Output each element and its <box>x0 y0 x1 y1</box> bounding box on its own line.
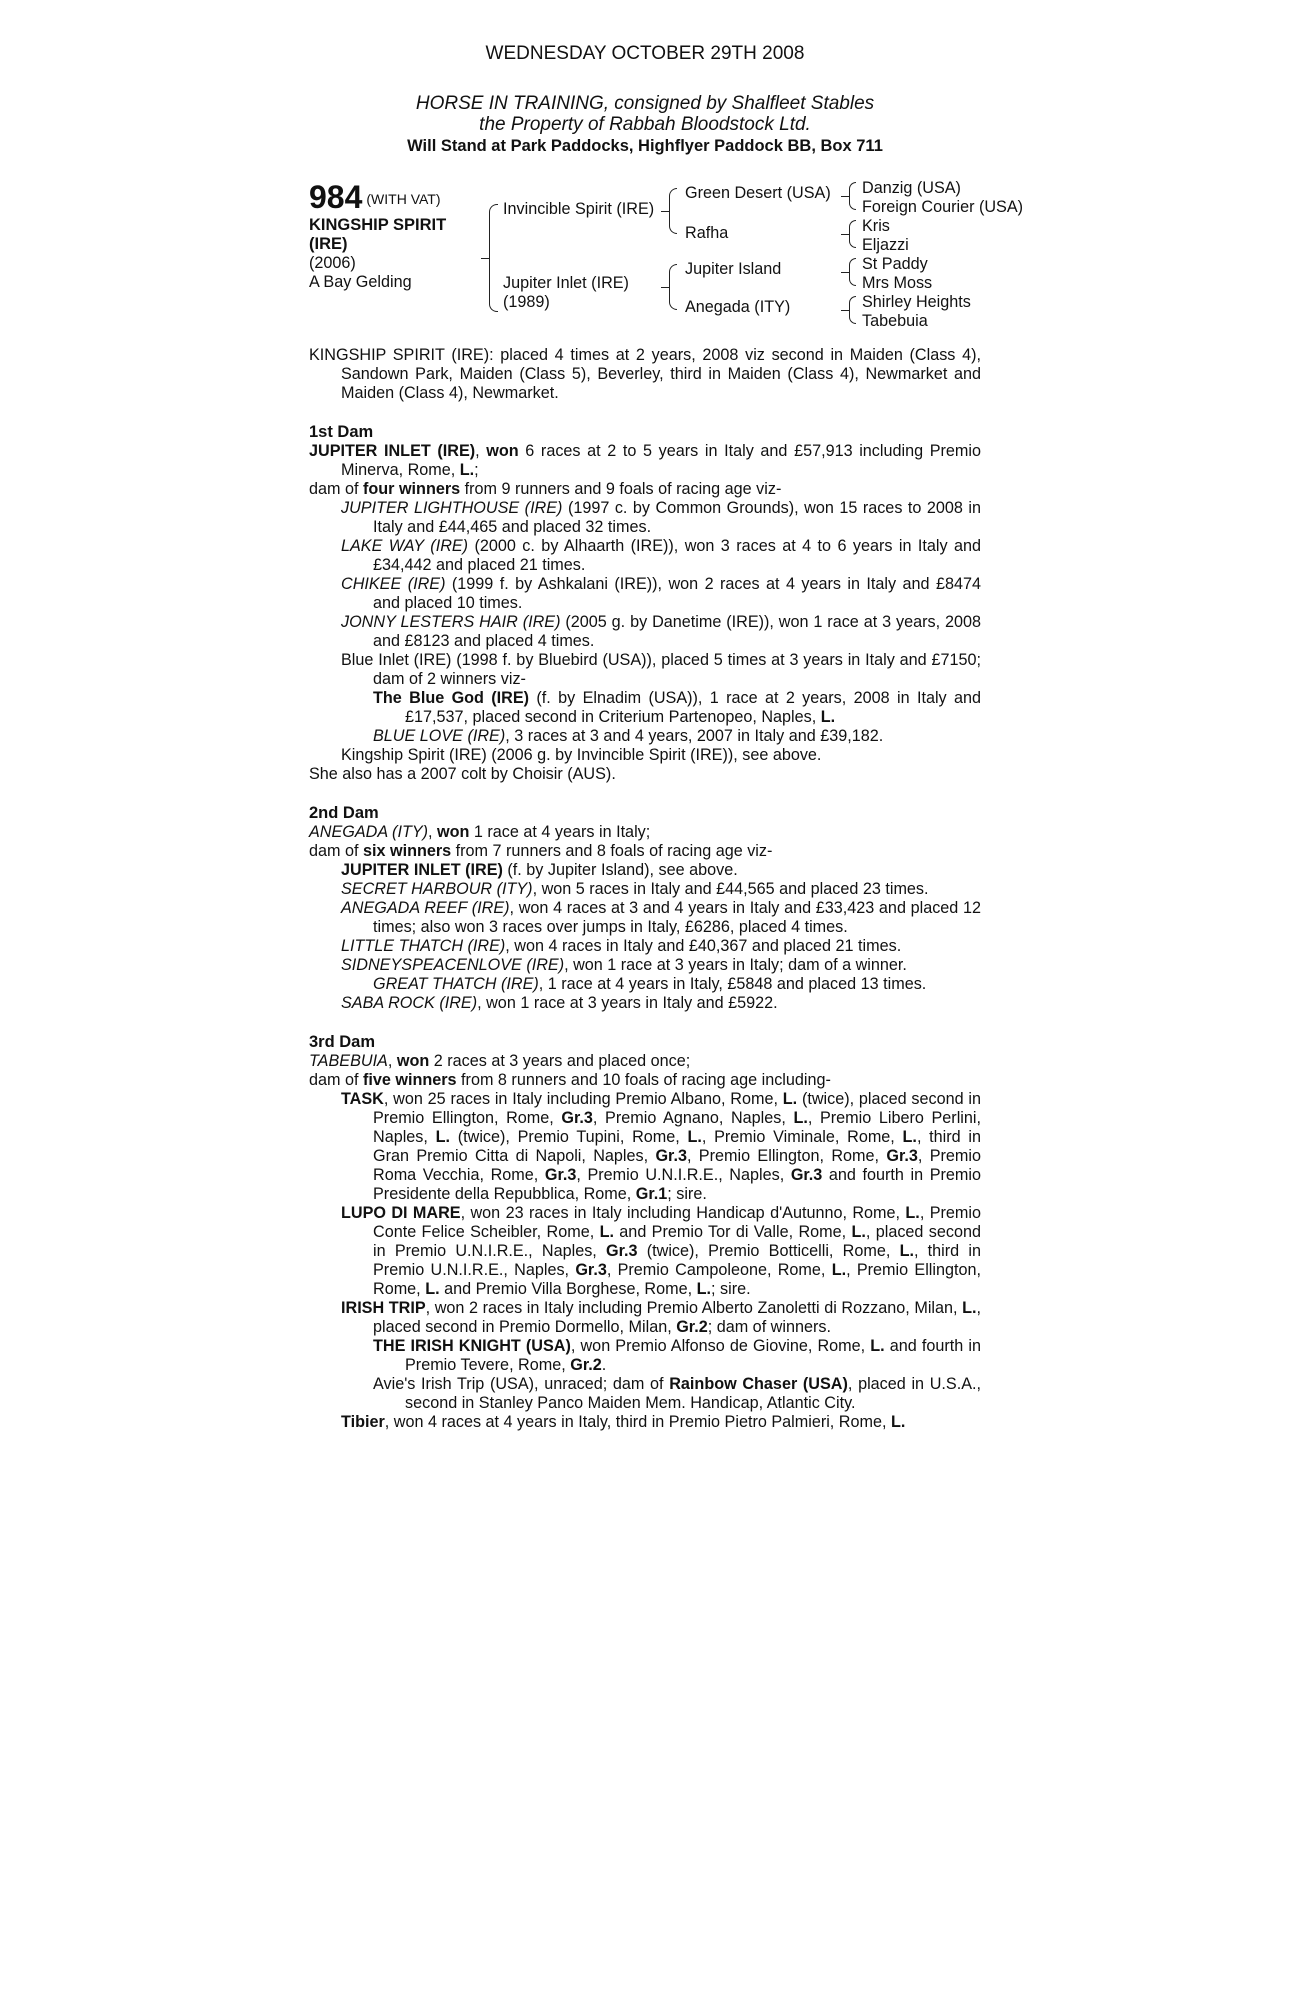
progeny-entry: The Blue God (IRE) (f. by Elnadim (USA)), 1 race at 2 years, 2008 in Italy and £17,537, placed second in Criterium Partenopeo, Naples, L. <box>373 689 981 726</box>
dam: Jupiter Inlet (IRE) <box>503 274 629 292</box>
second-dam-heading: 2nd Dam <box>309 804 379 822</box>
progeny-entry: LAKE WAY (IRE) (2000 c. by Alhaarth (IRE)), won 3 races at 4 to 6 years in Italy and £34,442 and placed 21 times. <box>341 537 981 574</box>
progeny-entry: LITTLE THATCH (IRE), won 4 races in Italy and £40,367 and placed 21 times. <box>341 937 902 955</box>
progeny-entry: Tibier, won 4 races at 4 years in Italy, third in Premio Pietro Palmieri, Rome, L. <box>341 1413 906 1431</box>
progeny-entry: JUPITER LIGHTHOUSE (IRE) (1997 c. by Common Grounds), won 15 races to 2008 in Italy and £44,465 and placed 32 times. <box>341 499 981 536</box>
first-dam-heading: 1st Dam <box>309 423 374 441</box>
pedigree-brace-gg1 <box>849 182 856 210</box>
progeny-entry: Blue Inlet (IRE) (1998 f. by Bluebird (USA)), placed 5 times at 3 years in Italy and £7150; dam of 2 winners viz- <box>341 651 981 688</box>
dam-year: (1989) <box>503 293 550 311</box>
pedigree-brace-main <box>489 204 498 312</box>
third-dam-heading: 3rd Dam <box>309 1033 376 1051</box>
sale-date: WEDNESDAY OCTOBER 29TH 2008 <box>485 43 805 64</box>
second-dam-intro: ANEGADA (ITY), won 1 race at 4 years in Italy; <box>309 823 651 841</box>
progeny-entry: Avie's Irish Trip (USA), unraced; dam of Rainbow Chaser (USA), placed in U.S.A., second in Stanley Panco Maiden Mem. Handicap, Atlantic City. <box>373 1375 981 1412</box>
progeny-entry: THE IRISH KNIGHT (USA), won Premio Alfonso de Giovine, Rome, L. and fourth in Premio Tevere, Rome, Gr.2. <box>373 1337 981 1374</box>
gg-1: Danzig (USA) <box>862 179 961 197</box>
progeny-entry: JONNY LESTERS HAIR (IRE) (2005 g. by Danetime (IRE)), won 1 race at 3 years, 2008 and £8123 and placed 4 times. <box>341 613 981 650</box>
progeny-entry: SABA ROCK (IRE), won 1 race at 3 years in Italy and £5922. <box>341 994 778 1012</box>
also-has-note: She also has a 2007 colt by Choisir (AUS). <box>309 765 616 783</box>
gg-8: Tabebuia <box>862 312 928 330</box>
first-dam-intro: JUPITER INLET (IRE), won 6 races at 2 to 5 years in Italy and £57,913 including Premio Minerva, Rome, L.; <box>309 442 982 479</box>
gg-7: Shirley Heights <box>862 293 971 311</box>
pedigree-brace-gg3 <box>849 258 856 286</box>
pedigree-brace-gg4 <box>849 296 856 324</box>
catalogue-page <box>309 43 1024 1432</box>
horse-name-line2: (IRE) <box>309 235 348 253</box>
property-line: the Property of Rabbah Bloodstock Ltd. <box>479 114 811 135</box>
progeny-entry: LUPO DI MARE, won 23 races in Italy including Handicap d'Autunno, Rome, L., Premio Conte Felice Scheibler, Rome, L. and Premio Tor di Valle, Rome, L., placed second in Premio U.N.I.R.E., Naples, Gr.3 (twice), Premio Botticelli, Rome, L., third in Premio U.N.I.R.E., Naples, Gr.3, Premio Campoleone, Rome, L., Premio Ellington, Rome, L. and Premio Villa Borghese, Rome, L.; sire. <box>341 1204 981 1298</box>
sire: Invincible Spirit (IRE) <box>503 200 655 218</box>
pedigree-brace-sire <box>669 188 677 234</box>
third-dam-intro: TABEBUIA, won 2 races at 3 years and placed once; <box>309 1052 691 1070</box>
dam-dam: Anegada (ITY) <box>685 298 791 316</box>
horse-name <box>309 216 479 254</box>
gg-6: Mrs Moss <box>862 274 933 292</box>
progeny-entry: IRISH TRIP, won 2 races in Italy including Premio Alberto Zanoletti di Rozzano, Milan, L., placed second in Premio Dormello, Milan, Gr.2; dam of winners. <box>341 1299 981 1336</box>
gg-2: Foreign Courier (USA) <box>862 198 1024 216</box>
horse-name-line1: KINGSHIP SPIRIT <box>309 216 447 234</box>
first-dam-dam-of: dam of four winners from 9 runners and 9 foals of racing age viz- <box>309 480 782 498</box>
pedigree-brace-gg2 <box>849 220 856 248</box>
lot-number-value: 984 <box>309 179 363 215</box>
gg-3: Kris <box>862 217 890 235</box>
vat-note: (WITH VAT) <box>366 191 441 207</box>
consignor-line: HORSE IN TRAINING, consigned by Shalfleet Stables <box>415 93 875 114</box>
dam-sire: Jupiter Island <box>685 260 782 278</box>
progeny-entry: Kingship Spirit (IRE) (2006 g. by Invincible Spirit (IRE)), see above. <box>341 746 822 764</box>
third-dam-dam-of: dam of five winners from 8 runners and 10 foals of racing age including- <box>309 1071 831 1089</box>
progeny-entry: SECRET HARBOUR (ITY), won 5 races in Italy and £44,565 and placed 23 times. <box>341 880 929 898</box>
gg-5: St Paddy <box>862 255 928 273</box>
progeny-entry: CHIKEE (IRE) (1999 f. by Ashkalani (IRE)), won 2 races at 4 years in Italy and £8474 and placed 10 times. <box>341 575 981 612</box>
progeny-entry: TASK, won 25 races in Italy including Premio Albano, Rome, L. (twice), placed second in Premio Ellington, Rome, Gr.3, Premio Agnano, Naples, L., Premio Libero Perlini, Naples, L. (twice), Premio Tupini, Rome, L., Premio Viminale, Rome, L., third in Gran Premio Citta di Napoli, Naples, Gr.3, Premio Ellington, Rome, Gr.3, Premio Roma Vecchia, Rome, Gr.3, Premio U.N.I.R.E., Naples, Gr.3 and fourth in Premio Presidente della Repubblica, Rome, Gr.1; sire. <box>341 1090 982 1203</box>
lot-number <box>309 180 441 216</box>
progeny-entry: BLUE LOVE (IRE), 3 races at 3 and 4 years, 2007 in Italy and £39,182. <box>373 727 884 745</box>
horse-foaling-year: (2006) <box>309 254 356 272</box>
sire-sire: Green Desert (USA) <box>685 184 831 202</box>
progeny-entry: ANEGADA REEF (IRE), won 4 races at 3 and 4 years in Italy and £33,423 and placed 12 times; also won 3 races over jumps in Italy, £6286, placed 4 times. <box>341 899 981 936</box>
race-summary: KINGSHIP SPIRIT (IRE): placed 4 times at 2 years, 2008 viz second in Maiden (Class 4), Sandown Park, Maiden (Class 5), Beverley, third in Maiden (Class 4), Newmarket and Maiden (Class 4), Newmarket. <box>309 346 981 402</box>
horse-description: A Bay Gelding <box>309 273 412 291</box>
progeny-entry: SIDNEYSPEACENLOVE (IRE), won 1 race at 3 years in Italy; dam of a winner. <box>341 956 907 974</box>
gg-4: Eljazzi <box>862 236 909 254</box>
pedigree-brace-dam <box>669 264 677 310</box>
sire-dam: Rafha <box>685 224 729 242</box>
stand-location: Will Stand at Park Paddocks, Highflyer Paddock BB, Box 711 <box>407 137 883 155</box>
progeny-entry: GREAT THATCH (IRE), 1 race at 4 years in Italy, £5848 and placed 13 times. <box>373 975 927 993</box>
pedigree-table <box>309 179 1024 346</box>
second-dam-dam-of: dam of six winners from 7 runners and 8 foals of racing age viz- <box>309 842 773 860</box>
progeny-entry: JUPITER INLET (IRE) (f. by Jupiter Island), see above. <box>341 861 738 879</box>
